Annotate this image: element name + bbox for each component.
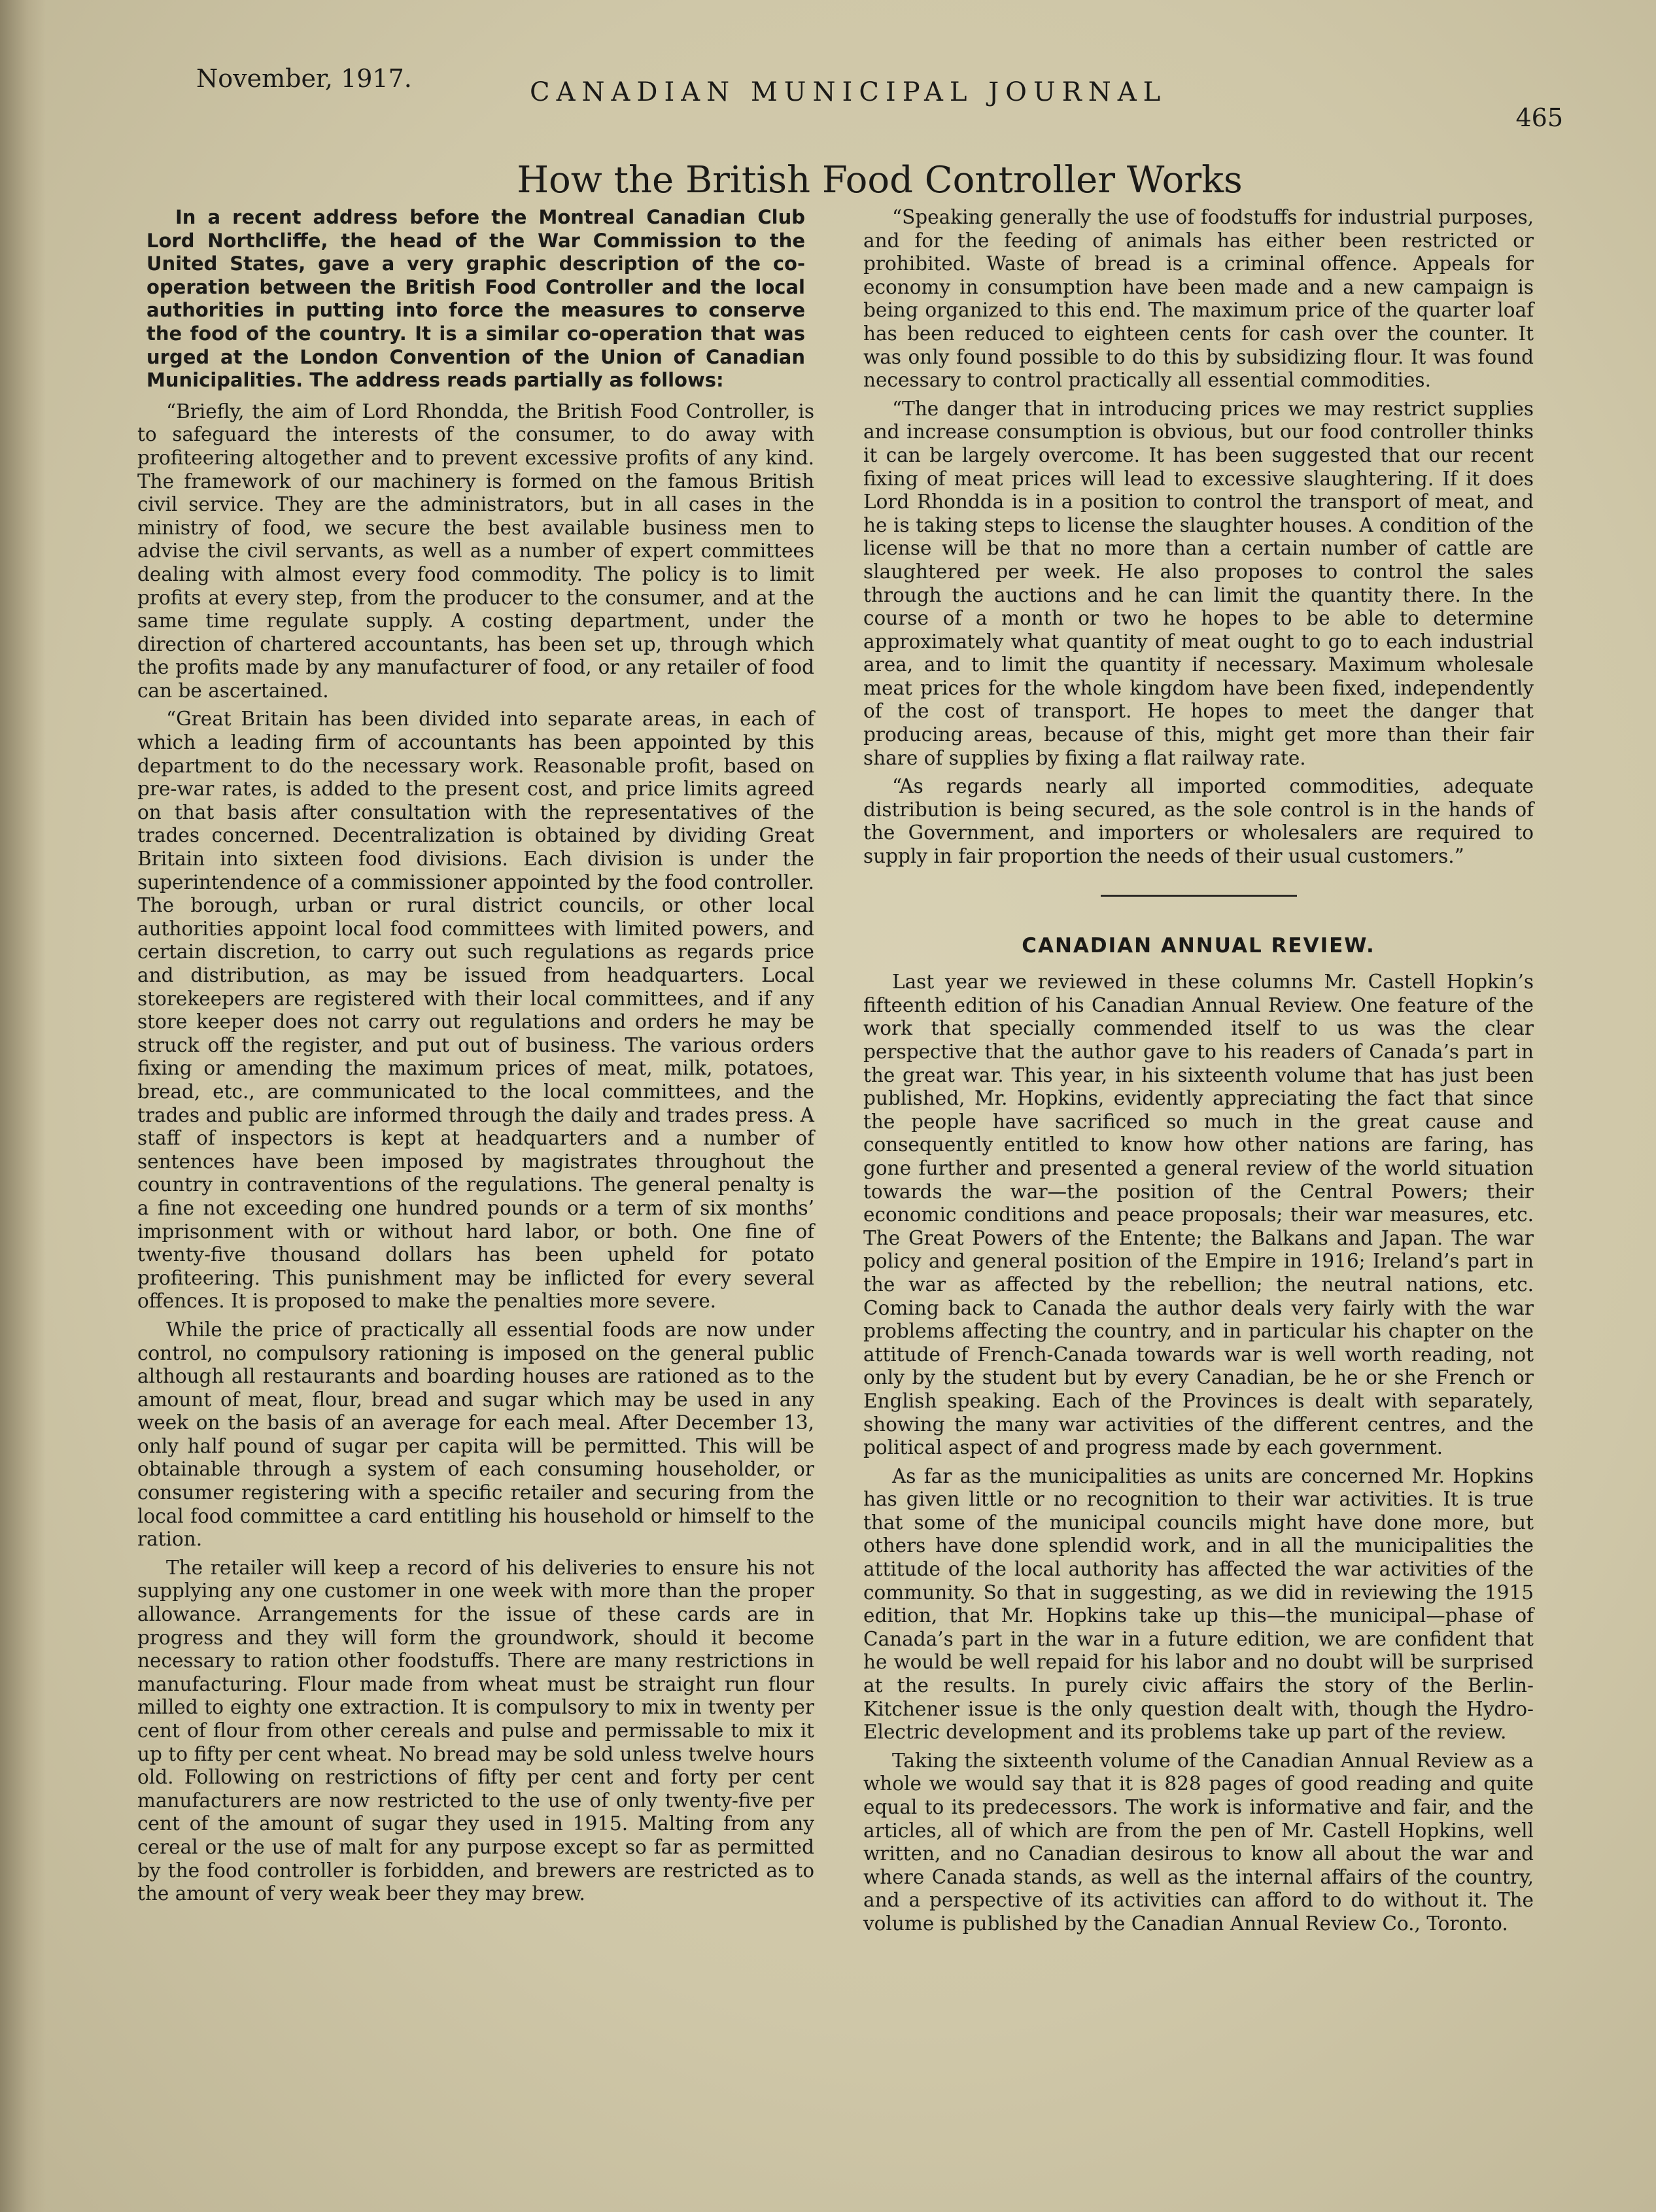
article-paragraph: “As regards nearly all imported commodities, adequate distribution is being secured, as the sole control is in the hands of the Government, and importers or wholesalers are required to supply in fair proportion the needs of their usual customers.”: [863, 775, 1534, 868]
article-paragraph: While the price of practically all essential foods are now under control, no compulsory rationing is imposed on the general public although all restaurants and boarding houses are rationed as to the amount of meat, flour, bread and sugar which may be used in any week on the basis of an average for each meal. After December 13, only half pound of sugar per capita will be permitted. This will be obtainable through a system of each consuming householder, or consumer registering with a specific retailer and securing from the local food committee a card entitling his household or himself to the ration.: [137, 1318, 814, 1551]
section-divider: [1101, 895, 1297, 897]
right-column: [863, 206, 1534, 1941]
issue-date: November, 1917.: [196, 64, 412, 93]
review-paragraph: Last year we reviewed in these columns Mr. Castell Hopkin’s fifteenth edition of his Canadian Annual Review. One feature of the work that specially commended itself to us was the clear perspective that the author gave to his readers of Canada’s part in the great war. This year, in his sixteenth volume that has just been published, Mr. Hopkins, evidently appreciating the fact that since the people have sacrificed so much in the great cause and consequently entitled to know how other nations are faring, has gone further and presented a general review of the world situation towards the war—the position of the Central Powers; their economic conditions and peace proposals; their war measures, etc. The Great Powers of the Entente; the Balkans and Japan. The war policy and general position of the Empire in 1916; Ireland’s part in the war as affected by the rebellion; the neutral nations, etc. Coming back to Canada the author deals very fairly with the war problems affecting the country, and in particular his chapter on the attitude of French-Canada towards war is well worth reading, not only by the student but by every Canadian, be he or she French or English speaking. Each of the Provinces is dealt with separately, showing the many war activities of the different centres, and the political aspect of and progress made by each government.: [863, 971, 1534, 1459]
article-paragraph: The retailer will keep a record of his deliveries to ensure his not supplying any one customer in one week with more than the proper allowance. Arrangements for the issue of these cards are in progress and they will form the groundwork, should it become necessary to ration other foodstuffs. There are many restrictions in manufacturing. Flour made from wheat must be straight run flour milled to eighty one extraction. It is compulsory to mix in twenty per cent of flour from other cereals and pulse and permissable to mix it up to fifty per cent wheat. No bread may be sold unless twelve hours old. Following on restrictions of fifty per cent and forty per cent manufacturers are now restricted to the use of only twenty-five per cent of the amount of sugar they used in 1915. Malting from any cereal or the use of malt for any purpose except so far as permitted by the food controller is forbidden, and brewers are restricted as to the amount of very weak beer they may brew.: [137, 1556, 814, 1905]
page-number: 465: [1515, 103, 1563, 132]
review-paragraph: Taking the sixteenth volume of the Canadian Annual Review as a whole we would say that it is 828 pages of good reading and quite equal to its predecessors. The work is informative and fair, and the articles, all of which are from the pen of Mr. Castell Hopkins, well written, and no Canadian desirous to know all about the war and where Canada stands, as well as the internal affairs of the country, and a perspective of its activities can afford to do without it. The volume is published by the Canadian Annual Review Co., Toronto.: [863, 1749, 1534, 1935]
left-column: [137, 206, 814, 1911]
article-paragraph: “The danger that in introducing prices we may restrict supplies and increase consumption is obvious, but our food controller thinks it can be largely overcome. It has been suggested that our recent fixing of meat prices will lead to excessive slaughtering. If it does Lord Rhondda is in a position to control the transport of meat, and he is taking steps to license the slaughter houses. A condition of the license will be that no more than a certain number of cattle are slaughtered per week. He also proposes to control the sales through the auctions and he can limit the quantity there. In the course of a month or two he hopes to be able to determine approximately what quantity of meat ought to go to each industrial area, and to limit the quantity if necessary. Maximum wholesale meat prices for the whole kingdom have been fixed, independently of the cost of transport. He hopes to meet the danger that producing areas, because of this, might get more than their fair share of supplies by fixing a flat railway rate.: [863, 397, 1534, 769]
review-paragraph: As far as the municipalities as units are concerned Mr. Hopkins has given little or no recognition to their war activities. It is true that some of the municipal councils might have done more, but others have done splendid work, and in all the municipalities the attitude of the local authority has affected the war activities of the community. So that in suggesting, as we did in reviewing the 1915 edition, that Mr. Hopkins take up this—the municipal—phase of Canada’s part in the war in a future edition, we are confident that he would be well repaid for his labor and no doubt will be surprised at the results. In purely civic affairs the story of the Berlin-Kitchener issue is the only question dealt with, though the Hydro-Electric development and its problems take up part of the review.: [863, 1464, 1534, 1744]
page-gutter: [0, 0, 46, 2212]
journal-name: CANADIAN MUNICIPAL JOURNAL: [530, 77, 1167, 107]
article-paragraph: “Briefly, the aim of Lord Rhondda, the British Food Controller, is to safeguard the interests of the consumer, to do away with profiteering altogether and to prevent excessive profits of any kind. The framework of our machinery is formed on the famous British civil service. They are the administrators, but in all cases in the ministry of food, we secure the best available business men to advise the civil servants, as well as a number of expert committees dealing with almost every food commodity. The policy is to limit profits at every step, from the producer to the consumer, and at the same time regulate supply. A costing department, under the direction of chartered accountants, has been set up, through which the profits made by any manufacturer of food, or any retailer of food can be ascertained.: [137, 400, 814, 702]
review-heading: CANADIAN ANNUAL REVIEW.: [1022, 933, 1375, 958]
article-paragraph: “Great Britain has been divided into separate areas, in each of which a leading firm of accountants has been appointed by this department to do the necessary work. Reasonable profit, based on pre-war rates, is added to the present cost, and price limits agreed on that basis after consultation with the representatives of the trades concerned. Decentralization is obtained by dividing Great Britain into sixteen food divisions. Each division is under the superintendence of a commissioner appointed by the food controller. The borough, urban or rural district councils, or other local authorities appoint local food committees with limited powers, and certain discretion, to carry out such regulations as regards price and distribution, as may be issued from headquarters. Local storekeepers are registered with their local committees, and if any store keeper does not carry out regulations and orders he may be struck off the register, and put out of business. The various orders fixing or amending the maximum prices of meat, milk, potatoes, bread, etc., are communicated to the local committees, and the trades and public are informed through the daily and trades press. A staff of inspectors is kept at headquarters and a number of sentences have been imposed by magistrates throughout the country in contraventions of the regulations. The general penalty is a fine not exceeding one hundred pounds or a term of six months’ imprisonment with or without hard labor, or both. One fine of twenty-five thousand dollars has been upheld for potato profiteering. This punishment may be inflicted for every several offences. It is proposed to make the penalties more severe.: [137, 708, 814, 1313]
running-header: [196, 58, 1563, 132]
article-paragraph: “Speaking generally the use of foodstuffs for industrial purposes, and for the feeding of animals has either been restricted or prohibited. Waste of bread is a criminal offence. Appeals for economy in consumption have been made and a new campaign is being organized to this end. The maximum price of the quarter loaf has been reduced to eighteen cents for cash over the counter. It was only found possible to do this by subsidizing flour. It was found necessary to control practically all essential commodities.: [863, 206, 1534, 392]
article-lead: In a recent address before the Montreal Canadian Club Lord Northcliffe, the head of the War Commission to the United States, gave a very graphic description of the co-operation between the British Food Controller and the local authorities in putting into force the measures to conserve the food of the country. It is a similar co-operation that was urged at the London Convention of the Union of Canadian Municipalities. The address reads partially as follows:: [147, 206, 805, 392]
article-title: How the British Food Controller Works: [517, 158, 1243, 201]
